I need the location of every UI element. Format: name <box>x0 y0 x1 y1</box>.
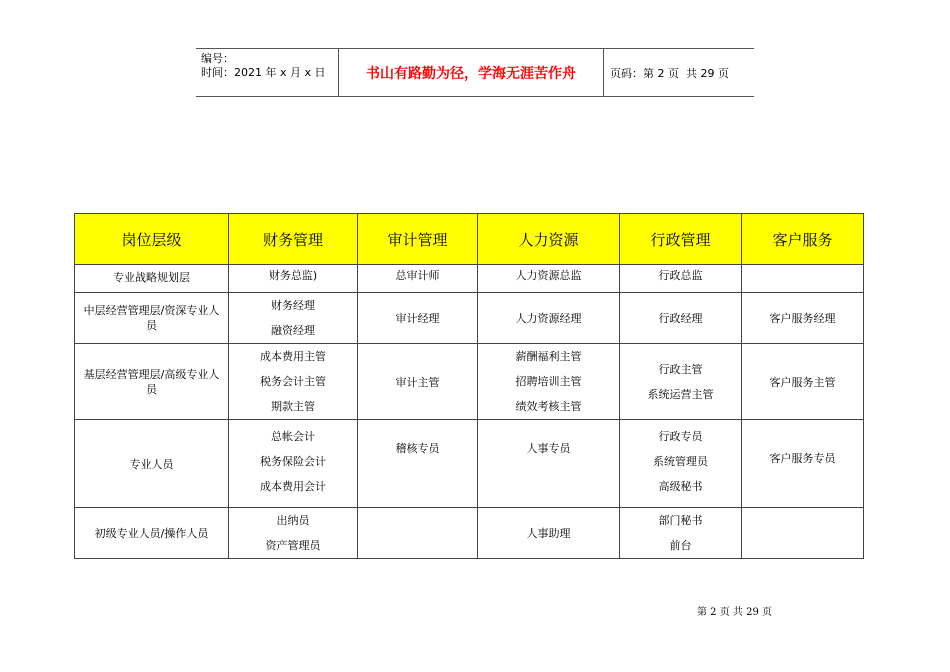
audit-cell: 稽核专员 <box>358 420 478 508</box>
hr-cell: 人力资源经理 <box>478 293 620 344</box>
table-row <box>75 508 864 559</box>
header-page-code <box>603 49 754 96</box>
level-cell: 初级专业人员/操作人员 <box>75 508 229 559</box>
hr-cell: 人事专员 <box>478 420 620 508</box>
service-cell <box>742 508 864 559</box>
audit-cell: 审计主管 <box>358 344 478 420</box>
admin-cell: 行政主管 系统运营主管 <box>620 344 742 420</box>
column-header-audit: 审计管理 <box>358 214 478 265</box>
header-motto: 书山有路勤为径，学海无涯苦作舟 <box>338 49 604 96</box>
column-header-service: 客户服务 <box>742 214 864 265</box>
admin-cell: 行政经理 <box>620 293 742 344</box>
table-row <box>75 344 864 420</box>
column-header-level: 岗位层级 <box>75 214 229 265</box>
column-header-admin: 行政管理 <box>620 214 742 265</box>
service-cell <box>742 265 864 293</box>
service-cell: 客户服务主管 <box>742 344 864 420</box>
admin-cell: 部门秘书 前台 <box>620 508 742 559</box>
finance-cell: 出纳员 资产管理员 <box>229 508 358 559</box>
table-row <box>75 265 864 293</box>
service-cell: 客户服务经理 <box>742 293 864 344</box>
level-cell: 专业人员 <box>75 420 229 508</box>
audit-cell: 总审计师 <box>358 265 478 293</box>
table-header-row <box>75 214 864 265</box>
document-date: 时间：2021 年 x 月 x 日 <box>201 66 326 79</box>
header-page-code-text: 页码：第 2 页 共 29 页 <box>610 66 729 80</box>
hr-cell: 人力资源总监 <box>478 265 620 293</box>
column-header-finance: 财务管理 <box>229 214 358 265</box>
finance-cell: 总帐会计 税务保险会计 成本费用会计 <box>229 420 358 508</box>
hr-cell: 薪酬福利主管 招聘培训主管 绩效考核主管 <box>478 344 620 420</box>
hr-cell: 人事助理 <box>478 508 620 559</box>
page-footer: 第 2 页 共 29 页 <box>697 607 772 618</box>
audit-cell <box>358 508 478 559</box>
document-number-label: 编号： <box>201 52 234 65</box>
position-level-table <box>74 213 864 559</box>
finance-cell: 财务经理 融资经理 <box>229 293 358 344</box>
service-cell: 客户服务专员 <box>742 420 864 508</box>
admin-cell: 行政专员 系统管理员 高级秘书 <box>620 420 742 508</box>
admin-cell: 行政总监 <box>620 265 742 293</box>
table-row <box>75 420 864 508</box>
column-header-hr: 人力资源 <box>478 214 620 265</box>
level-cell: 中层经营管理层/资深专业人员 <box>75 293 229 344</box>
page-header <box>196 48 754 97</box>
table-row <box>75 293 864 344</box>
finance-cell: 成本费用主管 税务会计主管 期款主管 <box>229 344 358 420</box>
finance-cell: 财务总监) <box>229 265 358 293</box>
level-cell: 专业战略规划层 <box>75 265 229 293</box>
header-meta <box>196 49 338 96</box>
level-cell: 基层经营管理层/高级专业人员 <box>75 344 229 420</box>
audit-cell: 审计经理 <box>358 293 478 344</box>
